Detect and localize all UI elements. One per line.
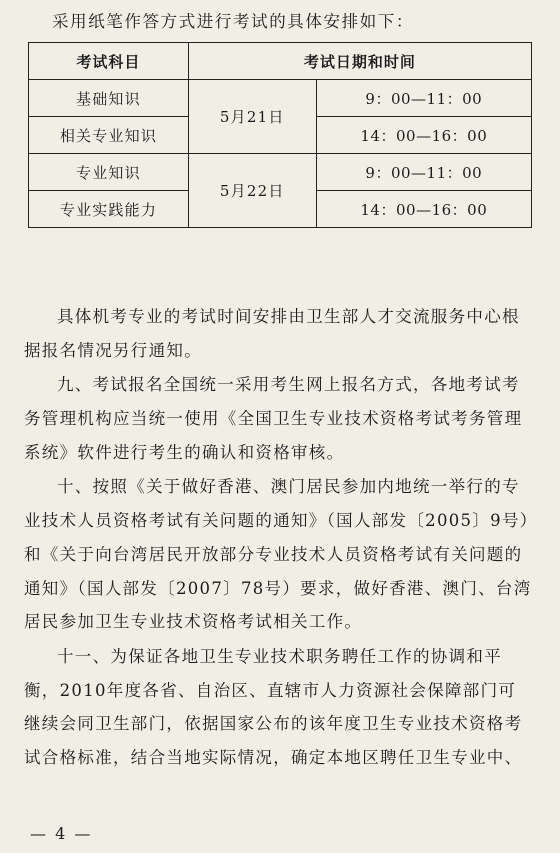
- text-line: 和《关于向台湾居民开放部分专业技术人员资格考试有关问题的: [24, 544, 523, 564]
- paragraph-exam-time-note: [24, 300, 536, 367]
- paragraph-ten: [24, 470, 536, 638]
- time-cell: 14：00—16：00: [316, 191, 531, 228]
- table-header-row: [29, 43, 532, 80]
- text-line: 九、考试报名全国统一采用考生网上报名方式，各地考试考: [57, 375, 520, 395]
- subject-cell: 专业知识: [29, 154, 189, 191]
- time-cell: 9：00—11：00: [316, 154, 531, 191]
- time-cell: 9：00—11：00: [316, 80, 531, 117]
- text-line: 十、按照《关于做好香港、澳门居民参加内地统一举行的专: [57, 477, 520, 497]
- text-line: 据报名情况另行通知。: [24, 340, 202, 360]
- text-line: 务管理机构应当统一使用《全国卫生专业技术资格考试考务管理: [24, 409, 523, 429]
- exam-schedule-table: [28, 42, 532, 228]
- date-cell: 5月22日: [188, 154, 316, 228]
- text-line: 系统》软件进行考生的确认和资格审核。: [24, 442, 345, 462]
- text-line: 业技术人员资格考试有关问题的通知》（国人部发〔2005〕9号）: [24, 511, 538, 531]
- paragraph-eleven: [24, 640, 536, 775]
- text-line: 衡，2010年度各省、自治区、直辖市人力资源社会保障部门可: [24, 680, 517, 700]
- text-line: 居民参加卫生专业技术资格考试相关工作。: [24, 612, 363, 632]
- table-row: [29, 80, 532, 117]
- text-line: 继续会同卫生部门，依据国家公布的该年度卫生专业技术资格考: [24, 714, 523, 734]
- text-line: 十一、为保证各地卫生专业技术职务聘任工作的协调和平: [57, 646, 502, 666]
- date-cell: 5月21日: [188, 80, 316, 154]
- text-line: 通知》（国人部发〔2007〕78号）要求，做好香港、澳门、台湾: [24, 578, 532, 598]
- subject-cell: 专业实践能力: [29, 191, 189, 228]
- text-line: 试合格标准，结合当地实际情况，确定本地区聘任卫生专业中、: [24, 747, 523, 767]
- header-date-time: 考试日期和时间: [188, 43, 531, 80]
- header-subject: 考试科目: [29, 43, 189, 80]
- intro-text: 采用纸笔作答方式进行考试的具体安排如下：: [52, 12, 414, 31]
- subject-cell: 基础知识: [29, 80, 189, 117]
- page-number: — 4 —: [30, 824, 93, 843]
- body-text: [24, 300, 536, 776]
- table-row: [29, 154, 532, 191]
- time-cell: 14：00—16：00: [316, 117, 531, 154]
- paragraph-nine: [24, 368, 536, 469]
- subject-cell: 相关专业知识: [29, 117, 189, 154]
- text-line: 具体机考专业的考试时间安排由卫生部人才交流服务中心根: [57, 307, 520, 326]
